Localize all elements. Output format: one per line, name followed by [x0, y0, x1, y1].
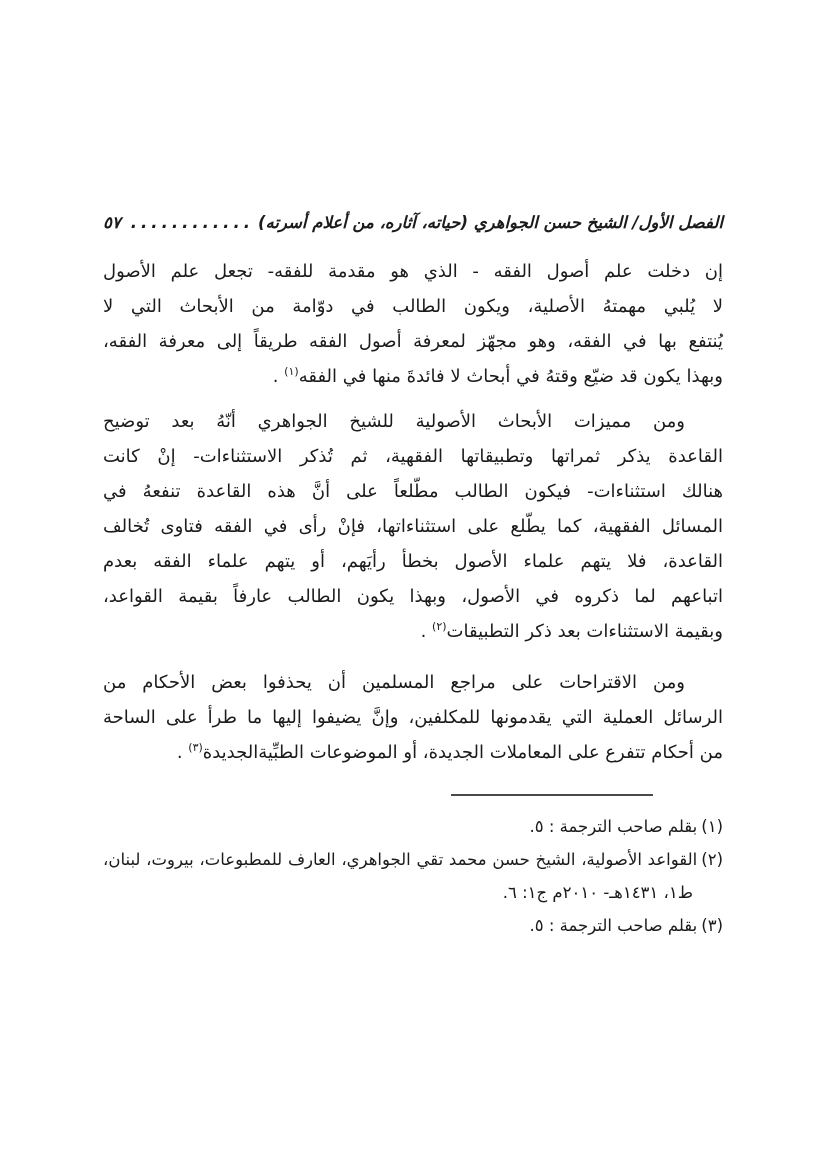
footnote-ref-3: (٣)	[188, 741, 203, 754]
text-line: ومن مميزات الأبحاث الأصولية للشيخ الجواهري أنّهُ بعد توضيح	[103, 411, 685, 432]
footnote-separator-rule	[451, 794, 653, 796]
paragraph-2	[103, 404, 723, 649]
paragraph-1	[103, 254, 723, 394]
footnote-2	[103, 843, 723, 909]
text-tail: .	[272, 366, 285, 387]
chapter-header-title: الفصل الأول/ الشيخ حسن الجواهري (حياته، آثاره، من أعلام أسرته)	[257, 213, 723, 232]
running-header	[103, 208, 723, 238]
footnote-2-text: القواعد الأصولية، الشيخ حسن محمد تقي الجواهري، العارف للمطبوعات، بيروت، لبنان، ط١، ١٤٣١هـ- ٢٠١٠م ج١: ٦.	[103, 850, 698, 902]
footnotes-section	[103, 810, 723, 942]
text-line: يُنتفع بها في الفقه، وهو مجهّز لمعرفة أصول الفقه طريقاً إلى معرفة الفقه،	[103, 331, 723, 352]
text-line: هنالك استثناءات- فيكون الطالب مطّلعاً على أنَّ هذه القاعدة تنفعهُ في	[103, 481, 723, 502]
footnote-3	[103, 909, 723, 942]
text-line: إن دخلت علم أصول الفقه - الذي هو مقدمة للفقه- تجعل علم الأصول	[103, 261, 723, 282]
text-line: القاعدة يذكر ثمراتها وتطبيقاتها الفقهية، ثم تُذكر الاستثناءات- إنْ كانت	[103, 446, 723, 467]
page-number: ٥٧	[103, 213, 121, 232]
text-segment: وبقيمة الاستثناءات بعد ذكر التطبيقات	[446, 621, 723, 642]
footnote-3-text: بقلم صاحب الترجمة : ٥.	[529, 916, 698, 935]
paragraph-3	[103, 665, 723, 770]
text-line: الرسائل العملية التي يقدمونها للمكلفين، وإنَّ يضيفوا إليها ما طرأ على الساحة	[103, 707, 723, 728]
footnote-3-marker: (٣)	[701, 916, 723, 935]
text-line: القاعدة، فلا يتهم علماء الأصول بخطأ رأيَهم، أو يتهم علماء الفقه بعدم	[103, 551, 723, 572]
text-line: لا يُلبي مهمتهُ الأصلية، ويكون الطالب في دوّامة من الأبحاث التي لا	[103, 296, 723, 317]
text-tail: .	[176, 742, 189, 763]
text-line: ومن الاقتراحات على مراجع المسلمين أن يحذفوا بعض الأحكام من	[103, 672, 685, 693]
text-line	[103, 614, 723, 649]
footnote-1-text: بقلم صاحب الترجمة : ٥.	[529, 817, 698, 836]
text-segment: من أحكام تتفرع على المعاملات الجديدة، أو الموضوعات الطبِّيةالجديدة	[202, 742, 723, 763]
header-dot-leader: ............	[130, 213, 254, 232]
text-line	[103, 735, 723, 770]
page-content-column	[103, 0, 723, 942]
footnote-1-marker: (١)	[701, 817, 723, 836]
footnote-ref-1: (١)	[284, 365, 299, 378]
footnote-2-marker: (٢)	[701, 850, 723, 869]
text-tail: .	[420, 621, 433, 642]
text-line	[103, 359, 723, 394]
footnote-1	[103, 810, 723, 843]
text-segment: وبهذا يكون قد ضيّع وقتهُ في أبحاث لا فائدةَ منها في الفقه	[298, 366, 723, 387]
footnote-ref-2: (٢)	[432, 620, 447, 633]
text-line: المسائل الفقهية، كما يطّلع على استثناءاتها، فإنْ رأى في الفقه فتاوى تُخالف	[103, 516, 723, 537]
text-line: اتباعهم لما ذكروه في الأصول، وبهذا يكون الطالب عارفاً بقيمة القواعد،	[103, 586, 723, 607]
